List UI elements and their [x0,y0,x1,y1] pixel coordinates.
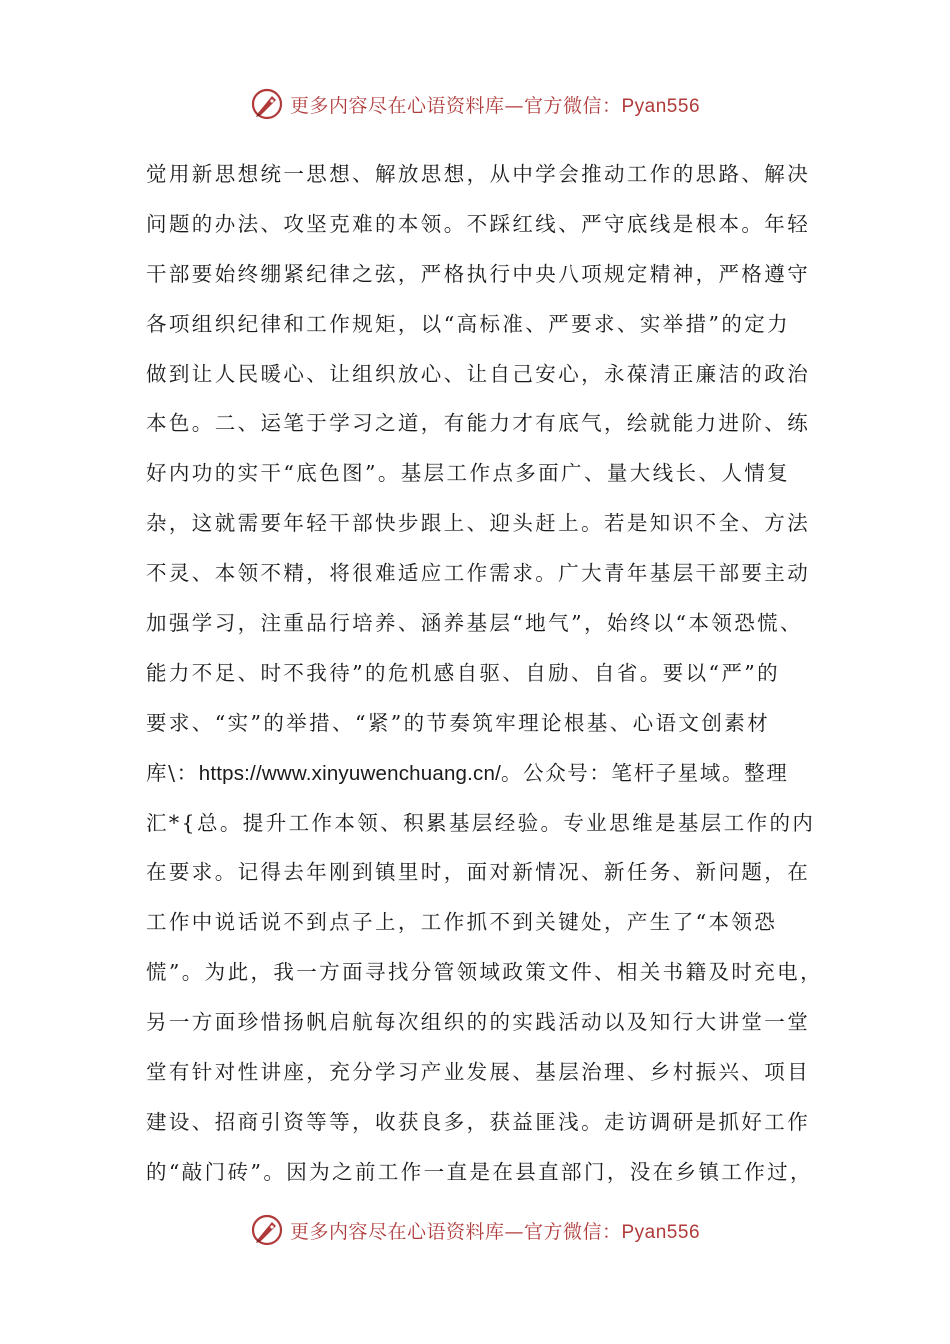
text-line: 各项组织纪律和工作规矩，以“高标准、严要求、实举措”的定力 [146,311,791,336]
text-line: 工作中说话说不到点子上，工作抓不到关键处，产生了“本领恐 [146,910,778,935]
text-line: 不灵、本领不精，将很难适应工作需求。广大青年基层干部要主动 [146,561,811,586]
text-line-with-url [146,749,826,799]
watermark-text [290,91,700,118]
text-line: 本色。二、运笔于学习之道，有能力才有底气，绘就能力进阶、练 [146,411,811,436]
text-line: 能力不足、时不我待”的危机感自驱、自励、自省。要以“严”的 [146,660,781,685]
text-line: 慌”。为此，我一方面寻找分管领域政策文件、相关书籍及时充电， [146,960,823,985]
pen-nib-logo-icon [250,87,284,121]
document-body [146,150,826,1198]
text-line: 问题的办法、攻坚克难的本领。不踩红线、严守底线是根本。年轻 [146,211,811,236]
text-line: 干部要始终绷紧纪律之弦，严格执行中央八项规定精神，严格遵守 [146,261,811,286]
text-line: 要求、“实”的举措、“紧”的节奏筑牢理论根基、心语文创素材 [146,710,771,735]
text-line: 觉用新思想统一思想、解放思想，从中学会推动工作的思路、解决 [146,162,811,186]
url-suffix: 。公众号：笔杆子星域。整理 [501,760,789,785]
footer-watermark [0,1210,950,1250]
pen-nib-logo-icon [250,1213,284,1247]
text-line: 的“敲门砖”。因为之前工作一直是在县直部门，没在乡镇工作过， [146,1159,813,1184]
text-line: 另一方面珍惜扬帆启航每次组织的的实践活动以及知行大讲堂一堂 [146,1010,811,1035]
text-line: 在要求。记得去年刚到镇里时，面对新情况、新任务、新问题，在 [146,860,811,885]
url-prefix: 库\： [146,760,199,785]
text-line: 汇*{总。提升工作本领、积累基层经验。专业思维是基层工作的内 [146,810,816,835]
watermark-label: 更多内容尽在心语资料库—官方微信： [289,94,622,117]
text-line: 加强学习，注重品行培养、涵养基层“地气”，始终以“本领恐慌、 [146,611,803,636]
watermark-label: 更多内容尽在心语资料库—官方微信： [289,1220,622,1243]
watermark-wechat-id: Pyan556 [621,95,701,117]
text-line: 堂有针对性讲座，充分学习产业发展、基层治理、乡村振兴、项目 [146,1060,811,1085]
text-line: 杂，这就需要年轻干部快步跟上、迎头赶上。若是知识不全、方法 [146,511,811,536]
website-link[interactable]: https://www.xinyuwenchuang.cn/ [198,761,501,785]
text-line: 建设、招商引资等等，收获良多，获益匪浅。走访调研是抓好工作 [146,1109,811,1134]
text-line: 做到让人民暖心、让组织放心、让自己安心，永葆清正廉洁的政治 [146,361,811,386]
text-line: 好内功的实干“底色图”。基层工作点多面广、量大线长、人情复 [146,461,791,486]
watermark-wechat-id: Pyan556 [621,1221,701,1243]
header-watermark [0,84,950,124]
watermark-text [290,1217,700,1244]
